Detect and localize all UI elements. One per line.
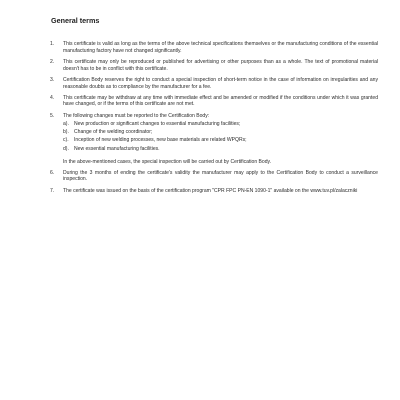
term-text: This certificate may only be reproduced or published for advertising or other purposes than as a whole. The text of promotional material doesn't has to be in conflict with this certificate. xyxy=(63,58,378,72)
term-text: The certificate was issued on the basis of the certification program "CPR FPC PN-EN 1090-1" available on the www.tuv.pl/zalaczniki xyxy=(63,187,358,194)
term-item xyxy=(50,95,378,109)
subitem-letter: d). xyxy=(63,145,69,152)
term-text: Certification Body reserves the right to conduct a special inspection of short-term notice in the case of information on irregularities and any reasonable doubts as to compliance by the manufacturer for a fee. xyxy=(63,76,378,90)
subitem-letter: c). xyxy=(63,137,69,144)
subitem xyxy=(63,121,378,128)
subitem xyxy=(63,129,378,136)
term-text: This certificate may be withdraw at any time with immediate effect and be amended or modified if the conditions under which it was granted have changed, or if the terms of this certificate are not met. xyxy=(63,94,378,108)
subitem xyxy=(63,137,378,144)
term-item xyxy=(50,41,378,55)
subitem-letter: b). xyxy=(63,129,69,136)
subitem-text: Inception of new welding processes, new base materials are related WPQRs; xyxy=(74,137,247,144)
term-number: 6. xyxy=(50,169,55,176)
subitem-text: New essential manufacturing facilities. xyxy=(74,145,160,152)
subitem-letter: a). xyxy=(63,120,69,127)
term-body xyxy=(63,113,378,166)
subitem-text: Change of the welding coordinator; xyxy=(74,129,153,136)
term-item xyxy=(50,59,378,73)
term-item xyxy=(50,113,378,166)
cut-off-header-text xyxy=(52,0,105,1)
subitem xyxy=(63,146,378,153)
term-number: 3. xyxy=(50,76,55,83)
term-text: This certificate is valid as long as the terms of the above technical specifications themselves or the manufacturing conditions of the essential manufacturing factory have not changed significantly. xyxy=(63,41,378,54)
term-item xyxy=(50,170,378,184)
term-note: In the above-mentioned cases, the special inspection will be carried out by Certification Body. xyxy=(63,158,272,165)
term-number: 4. xyxy=(50,94,55,101)
term-number: 1. xyxy=(50,41,55,47)
term-text: The following changes must be reported to the Certification Body: xyxy=(63,112,210,119)
term-number: 2. xyxy=(50,58,55,65)
term-text: During the 3 months of ending the certificate's validity the manufacturer may apply to the Certification Body to conduct a surveillance inspection. xyxy=(63,169,378,183)
terms-list xyxy=(50,41,378,199)
term-number: 5. xyxy=(50,112,55,119)
term-item xyxy=(50,188,378,195)
term-number: 7. xyxy=(50,187,55,194)
subitem-text: New production or significant changes to essential manufacturing facilities; xyxy=(74,120,241,127)
term-item xyxy=(50,77,378,91)
section-heading: General terms xyxy=(51,16,100,25)
